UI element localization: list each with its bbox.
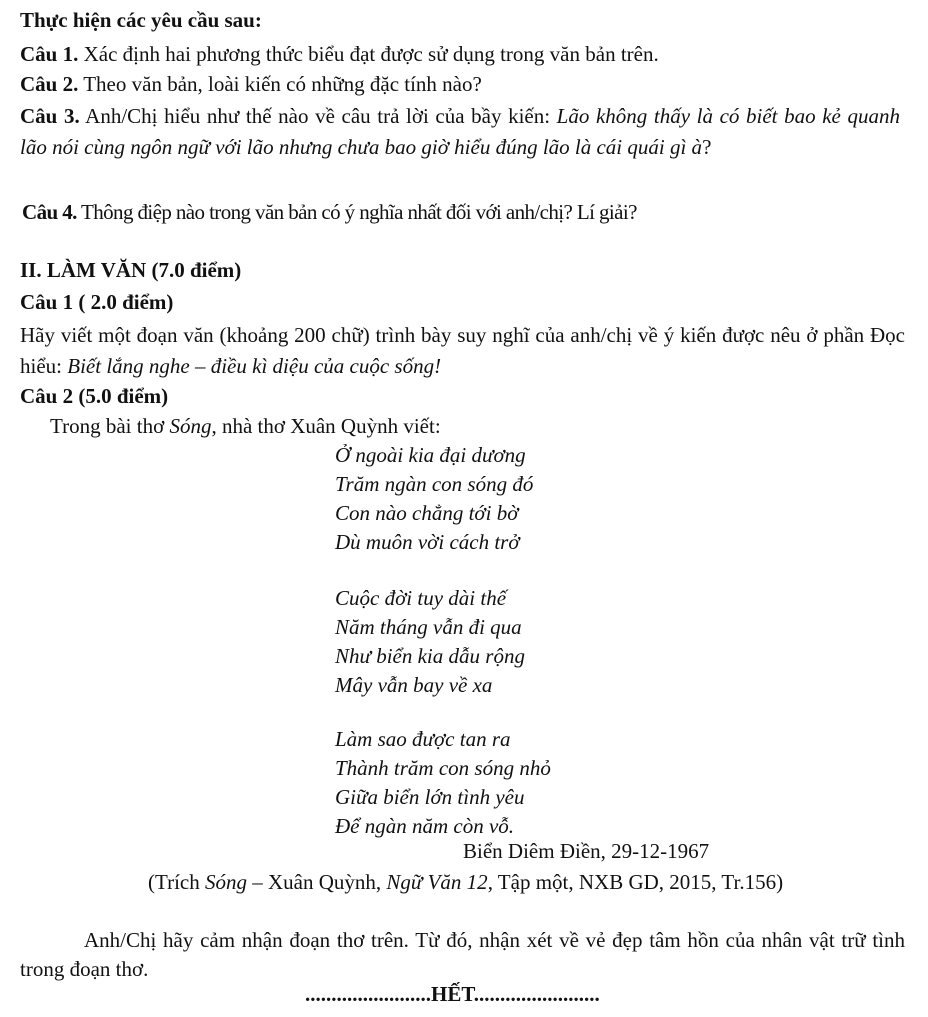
instructions-heading: Thực hiện các yêu cầu sau: [20,8,262,32]
poem-stanza-2 [335,584,525,700]
question-4 [22,198,637,226]
poem-line: Năm tháng vẫn đi qua [335,615,522,639]
intro-text: Trong bài thơ [50,414,170,438]
poem-line: Làm sao được tan ra [335,727,511,751]
poem-line: Trăm ngàn con sóng đó [335,472,534,496]
poem-line: Ở ngoài kia đại dương [335,443,526,467]
question-text: Thông điệp nào trong văn bản có ý nghĩa nhất đối với anh/chị? Lí giải? [76,200,637,224]
prompt-text: Hãy viết một đoạn văn (khoảng 200 chữ) trình bày suy nghĩ của anh/chị về ý kiến được nêu ở phần Đọc hiểu: [20,323,905,378]
poem-line: Thành trăm con sóng nhỏ [335,756,551,780]
poem-line: Dù muôn vời cách trở [335,530,520,554]
subsection-heading-1: Câu 1 ( 2.0 điểm) [20,290,174,314]
question-2 [20,70,482,98]
citation-book: Ngữ Văn 12 [386,870,488,894]
poem-intro [50,412,441,440]
poem-line: Mây vẫn bay về xa [335,673,493,697]
citation-title: Sóng [204,870,247,894]
citation-text: – Xuân Quỳnh, [246,870,387,894]
end-dots-right: ........................ [473,982,600,1006]
question-tail: ? [702,135,712,159]
question-label: Câu 2. [20,72,79,96]
question-3 [20,101,900,163]
quote-text: Lão không thấy là có biết bao kẻ quanh lão nói cùng ngôn ngữ với lão nhưng chưa bao giờ hiểu đúng lão là cái quái gì à [20,104,900,159]
question-text: Anh/Chị hiểu như thế nào về câu trả lời của bầy kiến: [79,104,557,128]
end-marker [305,980,600,1008]
question-1-text [20,320,905,382]
end-text: HẾT [431,982,474,1006]
question-label: Câu 3. [20,104,80,128]
poem-line: Con nào chẳng tới bờ [335,501,519,525]
poem-line: Giữa biển lớn tình yêu [335,785,525,809]
citation [148,868,783,896]
intro-text: , nhà thơ Xuân Quỳnh viết: [211,414,441,438]
question-label: Câu 4. [22,200,77,224]
poem-line: Để ngàn năm còn vỗ. [335,814,515,838]
citation-text: (Trích [148,870,205,894]
poem-stanza-3 [335,725,551,841]
subsection-heading-2: Câu 2 (5.0 điểm) [20,384,169,408]
question-text: Theo văn bản, loài kiến có những đặc tính nào? [78,72,482,96]
essay-task: Anh/Chị hãy cảm nhận đoạn thơ trên. Từ đó, nhận xét về vẻ đẹp tâm hồn của nhân vật trữ tình trong đoạn thơ. [20,928,905,981]
question-1 [20,40,659,68]
quote-text: Biết lắng nghe – điều kì diệu của cuộc sống! [67,354,442,378]
citation-text: , Tập một, NXB GD, 2015, Tr.156) [487,870,784,894]
question-text: Xác định hai phương thức biểu đạt được sử dụng trong văn bản trên. [78,42,659,66]
section-heading: II. LÀM VĂN (7.0 điểm) [20,258,242,282]
poem-line: Cuộc đời tuy dài thế [335,586,507,610]
end-dots-left: ........................ [305,982,431,1006]
question-label: Câu 1. [20,42,79,66]
poem-title: Sóng [169,414,212,438]
poem-line: Như biển kia dẫu rộng [335,644,525,668]
poem-stanza-1 [335,441,533,557]
poem-place-date: Biển Diêm Điền, 29-12-1967 [463,839,710,863]
